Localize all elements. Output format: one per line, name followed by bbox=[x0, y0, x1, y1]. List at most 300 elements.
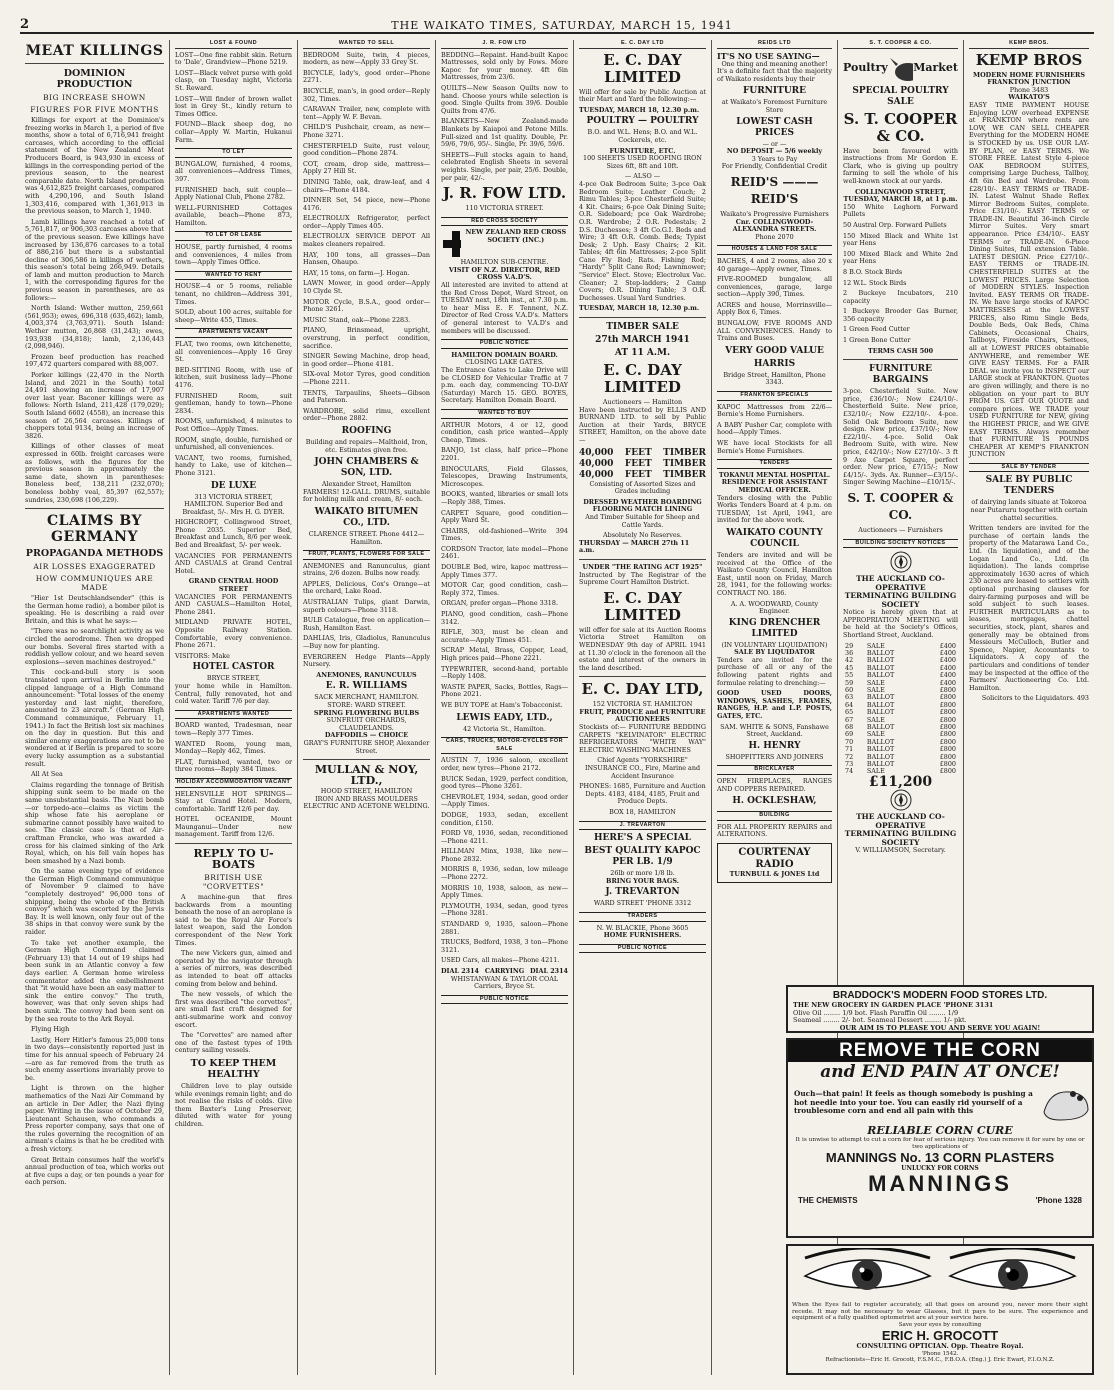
claims-subhead-2: AIR LOSSES EXAGGERATED bbox=[33, 562, 156, 572]
list-item: All At Sea bbox=[31, 770, 63, 779]
ballot-amount: £400 bbox=[939, 656, 956, 665]
optician-save: Save your eyes by consulting bbox=[898, 1321, 982, 1328]
fow-name: J. R. FOW LTD. bbox=[442, 184, 567, 203]
stockists: Stockists of:— FURNITURE BEDDING CARPETS "KELVINATOR" ELECTRIC REFRIGERATORS "WHITE WAY" ELECTRIC WASHING MACHINES bbox=[579, 723, 706, 754]
tender-title: SALE BY PUBLIC TENDERS bbox=[985, 475, 1073, 497]
ballot-amount: £800 bbox=[939, 693, 956, 702]
section-head: TRADERS bbox=[579, 912, 706, 922]
red-cross-visit: VISIT OF N.Z. DIRECTOR, RED CROSS V.A.D'S. bbox=[448, 265, 561, 282]
chambers-name: JOHN CHAMBERS & SON, LTD. bbox=[314, 457, 419, 479]
list-item: The "Corvettes" are named after one of the fastest types of 19th century sailing vessels. bbox=[175, 1031, 292, 1055]
list-item: ANEMONES and Ranunculus, giant strains, 2/6 dozen. Bulbs now ready. bbox=[303, 561, 430, 578]
claims-subhead: PROPAGANDA METHODS bbox=[25, 548, 164, 560]
red-cross-block bbox=[441, 229, 568, 259]
solicitors: Solicitors to the Liquidators. 493 bbox=[981, 694, 1089, 703]
rule bbox=[175, 843, 292, 844]
meat-article bbox=[25, 117, 164, 504]
uboats-headline: REPLY TO U-BOATS bbox=[193, 847, 274, 872]
castor-text: your home while in Hamilton. Central, fully renovated, hot and cold water. Tariff 7/6 per day. bbox=[175, 681, 292, 706]
de-luxe-name: DE LUXE bbox=[210, 480, 257, 491]
grand-central: GRAND CENTRAL HOOD STREET bbox=[188, 577, 279, 594]
column-head: E. C. DAY LTD bbox=[579, 40, 706, 49]
lewis-address: 42 Victoria St., Hamilton. bbox=[463, 724, 546, 733]
list-item: LOST—Black velvet purse with gold clasp, on Tuesday night, Victoria St. Reward. bbox=[175, 68, 292, 92]
list-item: HILLMAN Minx, 1938, like new—Phone 2832. bbox=[441, 847, 568, 863]
mullan-trade-2: ELECTRIC AND ACETONE WELDING. bbox=[303, 802, 430, 811]
society-seal-icon bbox=[890, 789, 912, 811]
corn-brand: MANNINGS bbox=[868, 1170, 1012, 1196]
ballot-amount: £800 bbox=[939, 760, 956, 769]
ballot-group: 55 bbox=[845, 671, 854, 680]
also: — ALSO — bbox=[624, 172, 661, 181]
ballot-amount: £400 bbox=[939, 648, 956, 657]
ballot-amount: £800 bbox=[939, 737, 956, 746]
franton-ads bbox=[717, 404, 832, 456]
section-head: SALE BY TENDER bbox=[969, 463, 1089, 473]
fact: It's a definite fact that the majority of Waikato residents buy their bbox=[717, 67, 832, 83]
ballot-kind: BALLOT bbox=[866, 723, 895, 731]
vacancies-ad-2: VACANCIES FOR PERMANENTS AND CASUALS—Hamilton Hotel, Phone 2841. bbox=[175, 592, 292, 616]
ballot-kind: BALLOT bbox=[866, 700, 895, 709]
cars-ads bbox=[441, 757, 568, 965]
drencher-sale: SALE BY LIQUIDATOR bbox=[734, 648, 815, 657]
list-item: BULB Catalogue, free on application—Rush, Hamilton East. bbox=[303, 616, 430, 632]
column-head: WANTED TO SELL bbox=[303, 40, 430, 49]
section-head: APARTMENTS WANTED bbox=[175, 710, 292, 720]
vacancies-ad: VACANCIES FOR PERMANENTS AND CASUALS at Grand Central Hotel. bbox=[175, 551, 292, 575]
ballot-amount: £800 bbox=[939, 730, 956, 739]
corn-chemists: THE CHEMISTS bbox=[798, 1195, 858, 1205]
list-item: ROOM, single, double, furnished or unfurnished, all conveniences. bbox=[175, 435, 292, 452]
ecday-date-2: TUESDAY, MARCH 18, 12.30 p.m. bbox=[579, 304, 700, 313]
drencher: KING DRENCHER LIMITED bbox=[728, 617, 821, 639]
list-item: HOTEL OCEANIDE, Mount Maunganui—Under new management. Tariff from 12/6. bbox=[175, 815, 292, 839]
timber-sale: TIMBER SALE bbox=[606, 322, 679, 333]
list-item: MOTOR Car, good condition, cash—Reply 372, Times. bbox=[441, 581, 568, 597]
ballot-group: 42 bbox=[845, 656, 854, 665]
eyes-icon bbox=[795, 1248, 1085, 1298]
optician-foot: Refractionists—Eric H. Grocott, F.S.M.C., F.B.O.A. (Eng.) J. Eric Ewart, F.I.O.N.Z. bbox=[825, 1357, 1055, 1364]
list-item: This cock-and-bull story is soon translated upon arrival in Berlin into the clipped language of a High Command announcement: "Total losses of the enemy yesterday and last night, therefore, amounted to 23 aircraft." (German High Command communique, February 11, 1941.) In fact the British lost six machines on the day in question. But this and similar enemy exaggerations are not to be wondered at if Berlin is prepared to score every lucky assumption as a substantial result. bbox=[25, 668, 164, 768]
list-item: "There was no searchlight activity as we circled the aerodrome. Then we dropped our bombs. Several fires started with a reddish yellow colour, and we heard seven explosions—seven machines destroyed." bbox=[25, 627, 164, 666]
foot-icon bbox=[1040, 1082, 1092, 1124]
braddock-sub: THE NEW GROCERY IN GARDEN PLACE 'PHONE 3131 bbox=[793, 1001, 994, 1009]
ballot-group: 72 bbox=[845, 752, 854, 761]
list-item: On the same evening type of evidence the German High Command communique of November 9 claimed to have "completely destroyed" 96,000 tons of shipping, being the whole of the British convoy" which was escorted by the Jervis Bay. It is well known, only four out of the 38 ships in that convoy were sunk by the raider. bbox=[25, 867, 164, 937]
timber-kind: TIMBER bbox=[663, 458, 706, 469]
list-item: WE have local Stockists for all Bernie's Home Furnishers. bbox=[717, 439, 832, 455]
dressed: DRESSED WEATHER BOARDING FLOORING MATCH LINING bbox=[583, 497, 702, 514]
timber-feet-list bbox=[579, 448, 706, 481]
ecday-intro: Will offer for sale by Public Auction at their Mart and Yard the following:— bbox=[579, 87, 706, 104]
auckland-text: Notice is hereby given that at APPROPRIATION MEETING will be held at the Society's Offices, Shortland Street, Auckland. bbox=[843, 608, 958, 639]
absolutely: Absolutely No Reserves. bbox=[603, 531, 682, 540]
rule bbox=[25, 508, 164, 509]
rule bbox=[579, 317, 706, 318]
list-item: The new vessels, of which the first was described "the corvettes", are small fast craft designed for anti-submarine work and convoy escort. bbox=[175, 990, 292, 1029]
ballot-group: 67 bbox=[845, 715, 854, 724]
list-item: FURNISHED bach, suit couple—Apply National Club, Phone 2782. bbox=[175, 185, 292, 202]
list-item: North Island: Wether mutton, 259,661 (561,953); ewes, 696,318 (635,462); lamb, 4,003,374 (3,763,971). South Island: Wether mutton, 26,868 (31,243); ewes, 193,938 (34,818); lamb, 2,136,443 (2,098,946). bbox=[25, 304, 164, 351]
timber-feet-row bbox=[579, 459, 706, 470]
red-cross-title: NEW ZEALAND RED CROSS SOCIETY (INC.) bbox=[465, 228, 567, 244]
corn-body-row bbox=[788, 1082, 1092, 1124]
list-item: BED-SITTING Room, with use of kitchen, suit business lady—Phone 4176. bbox=[175, 365, 292, 389]
list-item: USED Cars, all makes—Phone 4211. bbox=[441, 956, 560, 965]
list-item: HAY, 100 tons, all grasses—Dan Hansen, Ohaupo. bbox=[303, 250, 430, 267]
list-item: WANTED Room, young man, Monday—Reply 462, Times. bbox=[175, 739, 292, 756]
highcroft-ad: HIGHCROFT, Collingwood Street, Phone 2035. Superior Bed, Breakfast and Lunch, 8/6 per week. Bed and Breakfast, 5/- per week. bbox=[175, 518, 292, 550]
bedding-ads bbox=[441, 52, 568, 183]
castor-address: BRYCE STREET, bbox=[206, 674, 261, 683]
list-item: SOLD, about 100 acres, suitable for sheep—Write 455, Times. bbox=[175, 308, 292, 324]
ballot-kind: BALLOT bbox=[866, 656, 895, 665]
one-thing: One thing and meaning another! bbox=[721, 59, 828, 68]
list-item: FIVE-ROOMED bungalow, all conveniences, garage, large section—Apply 390, Times. bbox=[717, 275, 832, 299]
ballot-amount: £800 bbox=[939, 715, 956, 724]
kemp-sub: MODERN HOME FURNISHERS FRANKTON JUNCTION bbox=[973, 70, 1085, 87]
section-head: HOLIDAY ACCOMMODATION VACANT bbox=[175, 778, 292, 788]
list-item: ELECTROLUX SERVICE DEPOT All makes cleaners repaired. bbox=[303, 232, 430, 249]
paper-title: THE WAIKATO TIMES, SATURDAY, MARCH 15, 1941 bbox=[391, 19, 733, 32]
list-item: BICYCLE, lady's, good order—Phone 2271. bbox=[303, 68, 430, 85]
courtenay-title: COURTENAY RADIO bbox=[738, 846, 811, 870]
masthead bbox=[20, 14, 1094, 34]
march-27: 27th MARCH 1941 bbox=[595, 335, 690, 346]
corn-body: Ouch—that pain! It feels as though somebody is pushing a hot needle into your toe. You can easily rid yourself of a troublesome corn and end all pain with this bbox=[794, 1089, 1033, 1116]
list-item: 100 Mixed Black and White 2nd year Hens bbox=[843, 249, 958, 266]
de-luxe-text: 313 VICTORIA STREET, HAMILTON. Superior Bed and Breakfast, 5/-. Mrs H. G. DYER. bbox=[182, 492, 285, 516]
ballot-kind: BALLOT bbox=[866, 752, 895, 761]
list-item: MORRIS 8, 1936, sedan, low mileage—Phone 2272. bbox=[441, 865, 568, 882]
list-item: FORD V8, 1936, sedan, reconditioned—Phone 4211. bbox=[441, 829, 568, 845]
lease-ads bbox=[175, 244, 292, 267]
list-item: COT, cream, drop side, mattress—Apply 27 Hill St. bbox=[303, 159, 430, 176]
list-item: 1 Green Feed Cutter bbox=[843, 325, 910, 334]
list-item: DINING Table, oak, draw-leaf, and 4 chairs—Phone 4184. bbox=[303, 177, 430, 194]
list-item: SHEETS—Full stocks again to hand, celebrated English Sheets in several weights. Single, per pair, 25/6. Double, per pair, 42/-. bbox=[441, 150, 568, 182]
corn-mannings: MANNINGS No. 13 CORN PLASTERS bbox=[825, 1149, 1055, 1165]
bitumen-name: WAIKATO BITUMEN CO., LTD. bbox=[314, 506, 419, 528]
list-item: MOTOR Cycle, B.S.A., good order—Phone 3261. bbox=[303, 297, 430, 314]
ballot-group: 60 bbox=[845, 685, 854, 694]
wanted-rent-ads bbox=[175, 283, 292, 324]
corn-unlucky: UNLUCKY FOR CORNS bbox=[901, 1164, 979, 1172]
bargains-list: 3-pce. Chesterfield Suite. New price, £36/10/-; Now £24/10/-. Chesterfield Suite. New price, £32/10/-; Now £22/10/-. 4-pce. Solid Oak Bedroom Suite, new design. New price, £37/10/-; Now £22/10/-. 4-pce. Solid Oak Bedroom Suite, with wire. New price, £42/10/-; Now £27/10/-. 3 ft 9 Axe Carpet Square, perfect order. New price, £7/15/-; Now £4/15/-. 3yds. Ax. Runner—£3/15/-. Singer Sewing Machine—£10/15/-. bbox=[843, 387, 958, 487]
list-item: "Hier 1st Deutschlandsender" (this is the German home radio), a bomber pilot is speaking. He is describing a raid over Britain, and this is what he says:— bbox=[25, 594, 164, 625]
domain-sub: CLOSING LAKE GATES. bbox=[465, 358, 544, 367]
section-head: TO LET OR LEASE bbox=[175, 231, 292, 241]
list-item: 150 White Leghorn Forward Pullets bbox=[843, 202, 958, 219]
list-item: LOST—Will finder of brown wallet lost in Grey St., kindly return to Times Office. bbox=[175, 94, 292, 118]
ballot-group: 59 bbox=[845, 678, 854, 687]
kemp-phone: Phone 3483 bbox=[1009, 85, 1049, 94]
ecday-ltd: E. C. DAY LTD, bbox=[581, 680, 704, 699]
midland-ad: MIDLAND PRIVATE HOTEL, Opposite Railway Station. Comfortable, every convenience. Phone 2671. bbox=[175, 618, 292, 650]
no-deposit: NO DEPOSIT — 5/6 weekly bbox=[726, 147, 823, 156]
henry: H. HENRY bbox=[748, 740, 801, 751]
poultry-items bbox=[843, 204, 958, 345]
also-text: 4-pce Oak Bedroom Suite; 3-pce Oak Bedroom Suite; Leather Couch; 2 Rimu Tables; 3-pce Chesterfield Suite; 4 Kit. Chairs; 6-pce Oak Dining Suite; O.R. Sideboard; pce Oak Wardrobe; O.R. Wardrobe; 2 O.R. Pedestals; 2 D.S. Duchesses; 3 4ft Co.G.I. Beds and Wire; 3 4ft O.R. Comb. Beds; Typist Desk; 2 Uph. Easy Chairs; 2 Kit. Tables; 4ft 6in Mattresses; 2-pce Split Cane Fly Rod; Rats. Fishing Rod; "Hardy" Split Cane Rod; Lawnmower; "Service" Elect. Stove; Electrolux Vac. Cleaner; 2 Step-ladders; 2 Camp Covers; O.R. Dining Table; 3 O.R. Duchesses. Usual Yard Sundries. bbox=[579, 179, 706, 302]
kemp-tag: WAIKATO'S bbox=[1008, 93, 1050, 102]
drencher-text: Tenders are invited for the purchase of all or any of the following patent rights and formulae relating to drenching:— bbox=[717, 655, 832, 687]
column-head: KEMP BROS. bbox=[969, 40, 1089, 49]
list-item: FLAT, furnished, wanted, two or three rooms—Reply 384 Times. bbox=[175, 757, 292, 774]
good-doors: GOOD USED DOORS, WINDOWS, SASHES, FRAMES, RANGES, H.P. and L.P. POSTS, GATES, ETC. bbox=[717, 689, 832, 721]
timber-feet-row bbox=[579, 470, 706, 481]
list-item: Claims regarding the tonnage of British shipping sunk seem to be made on the same unsubstantial basis. The Nazi bomb—or torpedo-ace—claims as victim the ship whose fate his aeroplane or submarine cannot possibly have waited to see. The classic case is that of Air-craftman Francke, who was awarded a cross for his claimed sinking of the Ark Royal, which, on his fell vain hopes has been smashed by a Nazi bomb. bbox=[25, 780, 164, 865]
braddock-line-1: Olive Oil ........ 1/9 bot. Flash Paraffin Oil ........ 1/9 bbox=[793, 1008, 959, 1017]
list-item: DOUBLE Bed, wire, kapoc mattress—Apply Times 377. bbox=[441, 563, 568, 579]
section-head: APARTMENTS VACANT bbox=[175, 328, 292, 338]
special: HERE'S A SPECIAL bbox=[593, 833, 692, 844]
section-head: BRICKLAYER bbox=[717, 765, 832, 775]
kapoc-sub: 26lb or more 1/8 lb. bbox=[610, 869, 675, 878]
carrying: CARRYING bbox=[484, 967, 525, 975]
list-item: BICYCLE, man's, in good order—Reply 302, Times. bbox=[303, 86, 430, 103]
list-item: CHAIRS, old-fashioned—Write 394 Times. bbox=[441, 526, 568, 543]
optician-text: When the Eyes fail to register accurately, all that goes on around you, never more their sight recede. It may not be necessary to wear Glasses, but it pays to be sure. The experience and equipment of a fully qualified optometrist are at your service here. bbox=[792, 1302, 1088, 1322]
section-head: HOUSES & LAND FOR SALE bbox=[717, 245, 832, 255]
braddock-line-3: OUR AIM IS TO PLEASE YOU AND SERVE YOU AGAIN! bbox=[839, 1023, 1041, 1032]
meat-subhead-3: FIGURES FOR FIVE MONTHS bbox=[30, 105, 159, 114]
courtenay-sub: TURNBULL & JONES Ltd bbox=[729, 869, 820, 878]
ocklesshaw: H. OCKLESHAW, bbox=[732, 796, 817, 807]
list-item: BEDROOM Suite, twin, 4 pieces, modern, as new—Apply 33 Grey St. bbox=[303, 50, 430, 67]
corn-ad bbox=[786, 1038, 1094, 1238]
ballot-kind: BALLOT bbox=[866, 737, 895, 746]
domain-text: The Entrance Gates to Lake Drive will be CLOSED for Vehicular Traffic at 7 p.m. each day, commencing TO-DAY (Saturday) March 15. GEO. BOYES, Secretary. Hamilton Domain Board. bbox=[441, 366, 568, 405]
mullan-name: MULLAN & NOY, LTD., bbox=[314, 763, 419, 788]
cooper-text: Have been favoured with instructions from Mr Gordon E. Clark, who is giving up poultry farming to sell the whole of his well-known stock at our yards. bbox=[843, 146, 958, 185]
list-item: TRUCKS, Bedford, 1938, 3 ton—Phone 3121. bbox=[441, 938, 568, 954]
ballot-group: 70 bbox=[845, 737, 854, 746]
furniture-word: FURNITURE bbox=[742, 86, 807, 97]
ballot-kind: BALLOT bbox=[866, 663, 895, 672]
section-head: FRANKTON SPECIALS bbox=[717, 391, 832, 401]
ballot-amount: £400 bbox=[939, 678, 956, 687]
list-item: 150 Mixed Black and White 1st year Hens bbox=[843, 231, 958, 248]
timber-num: 40,000 bbox=[579, 469, 614, 480]
orchards: SUNFRUIT ORCHARDS, CLAUDELANDS. bbox=[326, 716, 407, 732]
section-head: J. TREVARTON bbox=[579, 821, 706, 831]
ecday-3-text: will offer for sale at its Auction Rooms Victoria Street Hamilton on WEDNESDAY 9th day of APRIL 1941 at 11.30 o'clock in the forenoon all the estate and interest of the owners in the land described. bbox=[579, 625, 706, 672]
years: 3 Years to Pay bbox=[751, 154, 798, 163]
ballot-amount: £400 bbox=[939, 671, 956, 680]
poultry-word: Poultry bbox=[843, 60, 888, 74]
list-item: HOUSE, partly furnished, 4 rooms and conveniences, 4 miles from town—Apply Times Office. bbox=[175, 243, 292, 267]
section-head: BUILDING bbox=[717, 811, 832, 821]
claims-subhead-3: HOW COMMUNIQUES ARE MADE bbox=[35, 574, 154, 593]
list-item: To take yet another example, the German High Command claimed (February 13) that 14 out of 19 ships had been sunk in an Atlantic convoy a few days earlier. A German home wireless commentator added the embellishment that "it would have been an easy matter to sink the entire convoy." The truth, however, was that only seven ships had been sunk. The convoy had been sent on by the sea route to the Ark Royal. bbox=[25, 938, 164, 1023]
ballot-amount: £800 bbox=[939, 708, 956, 717]
society-seal-icon bbox=[890, 551, 912, 573]
market-word: Market bbox=[913, 60, 958, 74]
cooper-name: S. T. COOPER & CO. bbox=[843, 109, 958, 145]
corn-sub: and END PAIN AT ONCE! bbox=[820, 1062, 1060, 1082]
ballot-amount: £400 bbox=[939, 663, 956, 672]
kapoc-price: BEST QUALITY KAPOC PER LB. 1/9 bbox=[584, 846, 701, 868]
optician-name: ERIC H. GROCOTT bbox=[881, 1328, 999, 1344]
ballot-kind: BALLOT bbox=[866, 708, 895, 717]
carriers: WHISTANWAN & TAYLOR COAL Carriers, Bryce St. bbox=[450, 974, 559, 991]
roofing-text: Building and repairs—Malthoid, Iron, etc. Estimates given free. bbox=[305, 437, 428, 454]
reids-phone: Phone 2070 bbox=[755, 232, 794, 241]
houses-ads bbox=[717, 258, 832, 343]
list-item: Flying High bbox=[31, 1025, 70, 1034]
optician-phone: 'Phone 1542. bbox=[921, 1350, 959, 1357]
list-item: Great Britain consumes half the world's annual production of tea, which works out at five cups a day, or ten pounds a year for each person. bbox=[25, 1155, 164, 1187]
rating-text: Instructed by The Registrar of the Supreme Court Hamilton District. bbox=[579, 570, 706, 587]
thursday: THURSDAY — MARCH 27th 11 a.m. bbox=[579, 538, 690, 555]
visitors: VISITORS: Make bbox=[175, 651, 230, 660]
section-head: RED CROSS SOCIETY bbox=[441, 217, 568, 227]
list-item: HELENSVILLE HOT SPRINGS—Stay at Grand Hotel. Modern, comfortable. Tariff 12/6 per day. bbox=[175, 789, 292, 813]
bring-bags: BRING YOUR BAGS. bbox=[606, 876, 679, 885]
list-item: MUSIC Stand, oak—Phone 2283. bbox=[303, 315, 411, 324]
list-item: BEDDING—Repaint. Hand-built Kapoc Mattresses, sold only by Fows. More Kapoc for your money. 4ft 6in Mattresses, from 23/6. bbox=[441, 50, 568, 82]
column-3 bbox=[298, 40, 436, 1375]
bargains-head: FURNITURE BARGAINS bbox=[868, 364, 933, 386]
meat-headline: MEAT KILLINGS bbox=[25, 43, 164, 59]
list-item: WASTE PAPER, Sacks, Bottles, Rags—Phone 2021. bbox=[441, 682, 568, 699]
corn-chemists-row bbox=[788, 1196, 1092, 1205]
ballot-group: 29 bbox=[845, 641, 854, 650]
ecday-auctioneers: Auctioneers — Hamilton bbox=[602, 398, 683, 407]
timber-unit: FEET bbox=[624, 458, 652, 469]
list-item: ELECTROLUX Refrigerator, perfect order—Apply Times 405. bbox=[303, 214, 430, 230]
poultry-head: POULTRY — POULTRY bbox=[586, 116, 699, 127]
at-store: at Waikato's Foremost Furniture Store bbox=[721, 98, 828, 114]
list-item: BOARD wanted, Tradesman, near town—Reply 377 Times. bbox=[175, 721, 292, 737]
section-head: WANTED TO RENT bbox=[175, 271, 292, 281]
column-head: REIDS LTD bbox=[717, 40, 832, 49]
list-item: 1 Green Bone Cutter bbox=[843, 336, 911, 345]
at-11: AT 11 A.M. bbox=[614, 348, 671, 359]
ballot-table bbox=[843, 643, 958, 776]
optician-ad bbox=[786, 1244, 1094, 1375]
ecday-address: 152 VICTORIA ST. HAMILTON bbox=[592, 700, 693, 709]
timber-feet-row bbox=[579, 448, 706, 459]
ballot-amount: £800 bbox=[939, 685, 956, 694]
list-item: BUICK Sedan, 1929, perfect condition, good tyres—Phone 3261. bbox=[441, 774, 568, 791]
ballot-kind: SALE bbox=[866, 715, 885, 724]
lowest-prices: LOWEST CASH PRICES bbox=[736, 116, 813, 138]
list-item: MORRIS 10, 1938, saloon, as new—Apply Times. bbox=[441, 883, 568, 900]
list-item: 1 Buckeye Brooder Gas Burner, 356 capacity bbox=[843, 307, 958, 323]
williams-address: SACK MERCHANT, HAMILTON. STORE: WARD STREET. bbox=[314, 693, 419, 709]
corn-title: REMOVE THE CORN bbox=[788, 1040, 1092, 1062]
section-head: PUBLIC NOTICE bbox=[441, 995, 568, 1005]
poultry-icon bbox=[888, 52, 913, 84]
list-item: APPLES, Delicious, Cox's Orange—at the orchard, Lake Road. bbox=[303, 579, 430, 596]
ballot-amount: £800 bbox=[939, 752, 956, 761]
list-item: Frozen beef production has reached 197,472 quarters compared with 88,007. bbox=[25, 352, 164, 369]
trevarton-address: WARD STREET 'PHONE 3312 bbox=[593, 899, 692, 908]
poultry-market-row bbox=[843, 52, 958, 84]
list-item: STANDARD 9, 1935, saloon—Phone 2881. bbox=[441, 920, 568, 936]
section-head: TO LET bbox=[175, 148, 292, 158]
gray-furniture: GRAY'S FURNITURE SHOP, Alexander Street. bbox=[303, 738, 430, 755]
rule bbox=[843, 359, 958, 360]
ballot-group: 74 bbox=[845, 767, 854, 776]
anemones: ANEMONES, RANUNCULUS bbox=[316, 670, 417, 679]
ballot-group: 64 bbox=[845, 700, 854, 709]
roofing-head: ROOFING bbox=[341, 425, 392, 436]
list-item: AUSTIN 7, 1936 saloon, excellent order, new tyres—Phone 2172. bbox=[441, 756, 568, 772]
ballot-kind: SALE bbox=[866, 730, 885, 739]
list-item: Killings for export at the Dominion's freezing works in March 1, a period of five months, show a total of 6,716,941 freight carcases, which according to the official statement of the New Zealand Meat Producers Board, is 943,930 in excess of killings in the corresponding period of the previous season, to the nearest comparable date. North Island production was 4,612,825 freight carcases, compared with 4,290,196, and South Island 1,303,416, compared with 1,361,913 in the previous season, to March 1, 1940. bbox=[25, 116, 164, 216]
holiday-ads bbox=[175, 791, 292, 840]
timber-num: 40,000 bbox=[579, 447, 614, 458]
farmers-ad: FARMERS! 12-GALL. DRUMS, suitable for holding milk and cream, 8/- each. bbox=[303, 487, 430, 504]
waikato-council: WAIKATO COUNTY COUNCIL bbox=[726, 527, 823, 549]
list-item: Lastly, Herr Hitler's famous 25,000 tons in two days—consistently reported just in time for his annual speech of February 24—are as far removed from the truth as such enemy assertions invariably prove to be. bbox=[25, 1035, 164, 1082]
ballot-kind: SALE bbox=[866, 641, 885, 650]
list-item: WELL-FURNISHED Cottages available, beach—Phone 873, Hamilton. bbox=[175, 203, 292, 227]
mullan-trade: IRON AND BRASS MOULDERS bbox=[315, 794, 418, 803]
braddock-ad bbox=[786, 985, 1094, 1033]
ballot-amount: £800 bbox=[939, 767, 956, 776]
section-head: PUBLIC NOTICE bbox=[579, 944, 706, 954]
ecday-headline-3: E. C. DAY LIMITED bbox=[603, 588, 682, 624]
list-item: ARTHUR Motors, 4 or 12, good condition, cash price wanted—Apply Cheap, Times. bbox=[441, 420, 568, 444]
list-item: BUNGALOW, FIVE ROOMS AND ALL CONVENIENCES. Handy to Trains and Buses. bbox=[717, 319, 832, 343]
list-item: 12 W.L. Stock Birds bbox=[843, 278, 907, 287]
ecday-headline-2: E. C. DAY LIMITED bbox=[603, 361, 682, 397]
section-head: FRUIT, PLANTS, FLOWERS FOR SALE bbox=[303, 550, 430, 560]
column-head: J. R. FOW LTD bbox=[441, 40, 568, 49]
braddock-line-2: Seameal ........ 2/- bot. Seameal Dessert ........ 1/- pkt. bbox=[793, 1016, 967, 1024]
grades: Consisting of Assorted Sizes and Grades including bbox=[589, 479, 696, 496]
very-good-value: VERY GOOD VALUE bbox=[725, 345, 824, 356]
list-item: BLANKETS—New Zealand-made Blankets by Kaiapoi and Petone Mills. Full-sized and 1st quality. Double, Pr. 59/6, 79/6, 95/-. Single, Pr. 39/6, 59/6. bbox=[441, 117, 568, 149]
mullan-address: HOOD STREET, HAMILTON bbox=[320, 787, 413, 796]
chambers-address: Alexander Street, Hamilton bbox=[321, 480, 412, 489]
timber-kind: TIMBER bbox=[663, 447, 706, 458]
woodward: A. A. WOODWARD, County Engineer. bbox=[730, 599, 819, 616]
wanted-sell-ads bbox=[303, 52, 430, 423]
list-item: A BABY Pusher Car, complete with hood—Apply Times. bbox=[717, 420, 832, 437]
fow-address: 110 VICTORIA STREET. bbox=[465, 204, 544, 213]
list-item: Light is thrown on the higher mathematics of the Nazi Air Command by an article in Der Adler, the Nazi flying paper. Writing in the issue of October 29, Lieutenant Schausen, who commands a Press reporter company, says that one of the rules governing the recognition of an airman's claims is that he be credited with a fresh victory. bbox=[25, 1084, 164, 1154]
corn-reliable: RELIABLE CORN CURE bbox=[867, 1124, 1013, 1137]
apartments-ads bbox=[175, 341, 292, 478]
meat-subhead: DOMINION PRODUCTION bbox=[56, 68, 133, 90]
list-item: The new Vickers gun, aimed and operated by the navigator through a series of mirrors, was described as intended to beat off attacks coming from below and behind. bbox=[175, 949, 292, 988]
list-item: PIANO, Brinsmead, upright, overstrung, in perfect condition, sacrifice. bbox=[303, 326, 430, 350]
list-item: TYPEWRITER, second-hand, portable—Reply 1408. bbox=[441, 664, 568, 681]
lewis-eady: LEWIS EADY, LTD., bbox=[456, 712, 553, 723]
healthy-article: Children love to play outside while evenings remain light; and do not realise the risks of colds. Give them Baxter's Lung Preserver, diluted with water for young children. bbox=[175, 1081, 292, 1128]
ecday-headline: E. C. DAY LIMITED bbox=[603, 50, 682, 86]
claims-headline: CLAIMS BY GERMANY bbox=[47, 513, 142, 546]
ballot-kind: SALE bbox=[866, 767, 885, 776]
list-item: CHILD'S Pushchair, cream, as new—Phone 3271. bbox=[303, 123, 430, 139]
tender-text: Written tenders are invited for the purchase of certain lands the property of the Matarawa Land Co., Ltd. (In liquidation), and of the Logan Land Co., Ltd. (In liquidation). The lands comprise approximately 1630 acres of which 230 acres are leased to settlers with optional purchasing clauses for dairy-farming purposes and will be sold subject to such leases. FURTHER PARTICULARS as to leases, mortgages, chattel securities, stock, plant, shares and generally may be obtained from Messieurs McCulloch, Butler and Spence, Napier, Accountants to Liquidators. A copy of the particulars and conditions of tender may be inspected at the office of the Farmers' Auctioneering Co. Ltd. Hamilton. bbox=[969, 524, 1089, 692]
collingwood: COLLINGWOOD STREET, TUESDAY, MARCH 18, at 1 p.m. bbox=[843, 187, 958, 204]
list-item: CARPET Square, good condition—Apply Ward St. bbox=[441, 508, 568, 525]
list-item: WARDROBE, solid rimu, excellent order—Phone 2882. bbox=[303, 406, 430, 423]
list-item: ACRES and house, Morrinsville—Apply Box 6, Times. bbox=[717, 300, 832, 317]
rule bbox=[579, 676, 706, 677]
list-item: TENTS, Tarpaulins, Sheets—Gibson and Paterson. bbox=[303, 388, 430, 405]
column-4 bbox=[436, 40, 574, 1375]
chief-agents: Chief Agents "YORKSHIRE" INSURANCE CO., Fire, Marine and Accident Insurance bbox=[584, 756, 701, 780]
uboats-subhead: BRITISH USE "CORVETTES" bbox=[202, 873, 265, 892]
fruit-ads bbox=[303, 563, 430, 669]
list-item: EVERGREEN Hedge Plants—Apply Nursery. bbox=[303, 652, 430, 669]
